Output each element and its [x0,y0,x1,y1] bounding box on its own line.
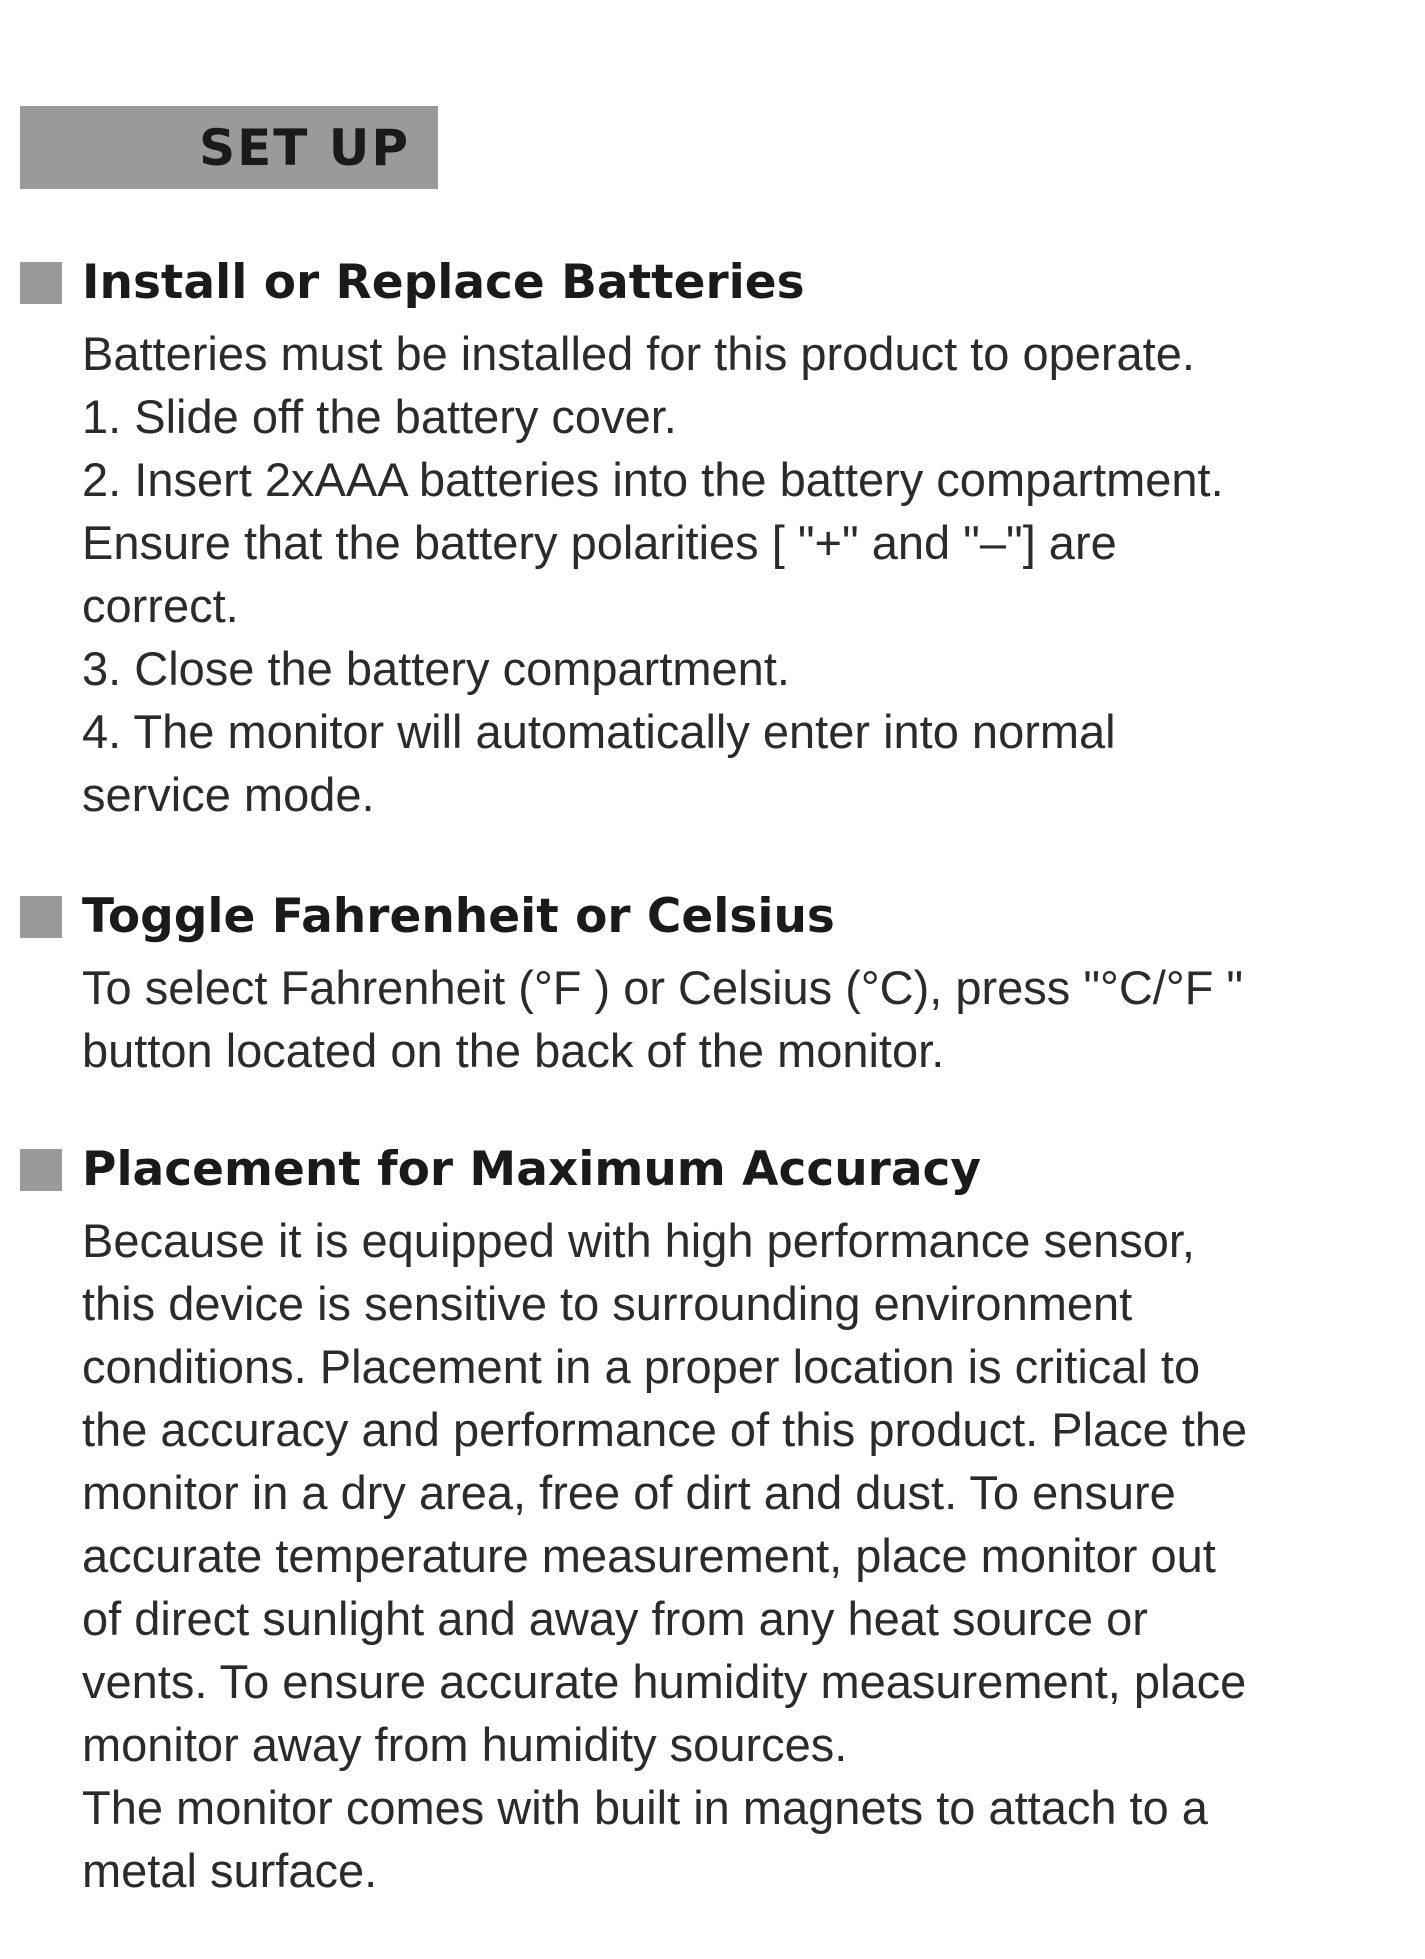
body-line: this device is sensitive to surrounding environment [82,1277,1133,1330]
body-line: button located on the back of the monitor. [82,1024,945,1077]
body-line: 4. The monitor will automatically enter into normal [82,705,1116,758]
section-toggle-units [20,889,1410,1082]
body-line: of direct sunlight and away from any heat source or [82,1592,1148,1645]
section-heading: Placement for Maximum Accuracy [82,1142,982,1197]
body-line: 2. Insert 2xAAA batteries into the battery compartment. [82,453,1224,506]
section-header [20,255,1410,322]
page-title: SET UP [199,118,410,177]
body-line: monitor in a dry area, free of dirt and dust. To ensure [82,1466,1176,1519]
section-body [82,322,1410,826]
body-line: accurate temperature measurement, place monitor out [82,1529,1216,1582]
section-header [20,1142,1410,1209]
section-body [82,1209,1410,1902]
body-line: To select Fahrenheit (°F ) or Celsius (°C), press "°C/°F " [82,961,1244,1014]
body-line: monitor away from humidity sources. [82,1718,848,1771]
square-bullet-icon [20,262,62,304]
body-line: metal surface. [82,1844,378,1897]
page-title-bar [20,106,438,189]
body-line: Ensure that the battery polarities [ "+" and "–"] are [82,516,1117,569]
body-line: The monitor comes with built in magnets to attach to a [82,1781,1208,1834]
body-line: the accuracy and performance of this product. Place the [82,1403,1248,1456]
body-line: vents. To ensure accurate humidity measurement, place [82,1655,1247,1708]
section-body [82,956,1410,1082]
body-line: correct. [82,579,239,632]
section-install-batteries [20,255,1410,826]
body-line: conditions. Placement in a proper location is critical to [82,1340,1201,1393]
section-placement [20,1142,1410,1902]
body-line: Because it is equipped with high performance sensor, [82,1214,1195,1267]
body-line: 3. Close the battery compartment. [82,642,790,695]
body-line: service mode. [82,768,375,821]
square-bullet-icon [20,1149,62,1191]
section-heading: Toggle Fahrenheit or Celsius [82,889,835,944]
square-bullet-icon [20,896,62,938]
body-line: 1. Slide off the battery cover. [82,390,677,443]
section-heading: Install or Replace Batteries [82,255,805,310]
section-header [20,889,1410,956]
body-line: Batteries must be installed for this product to operate. [82,327,1195,380]
